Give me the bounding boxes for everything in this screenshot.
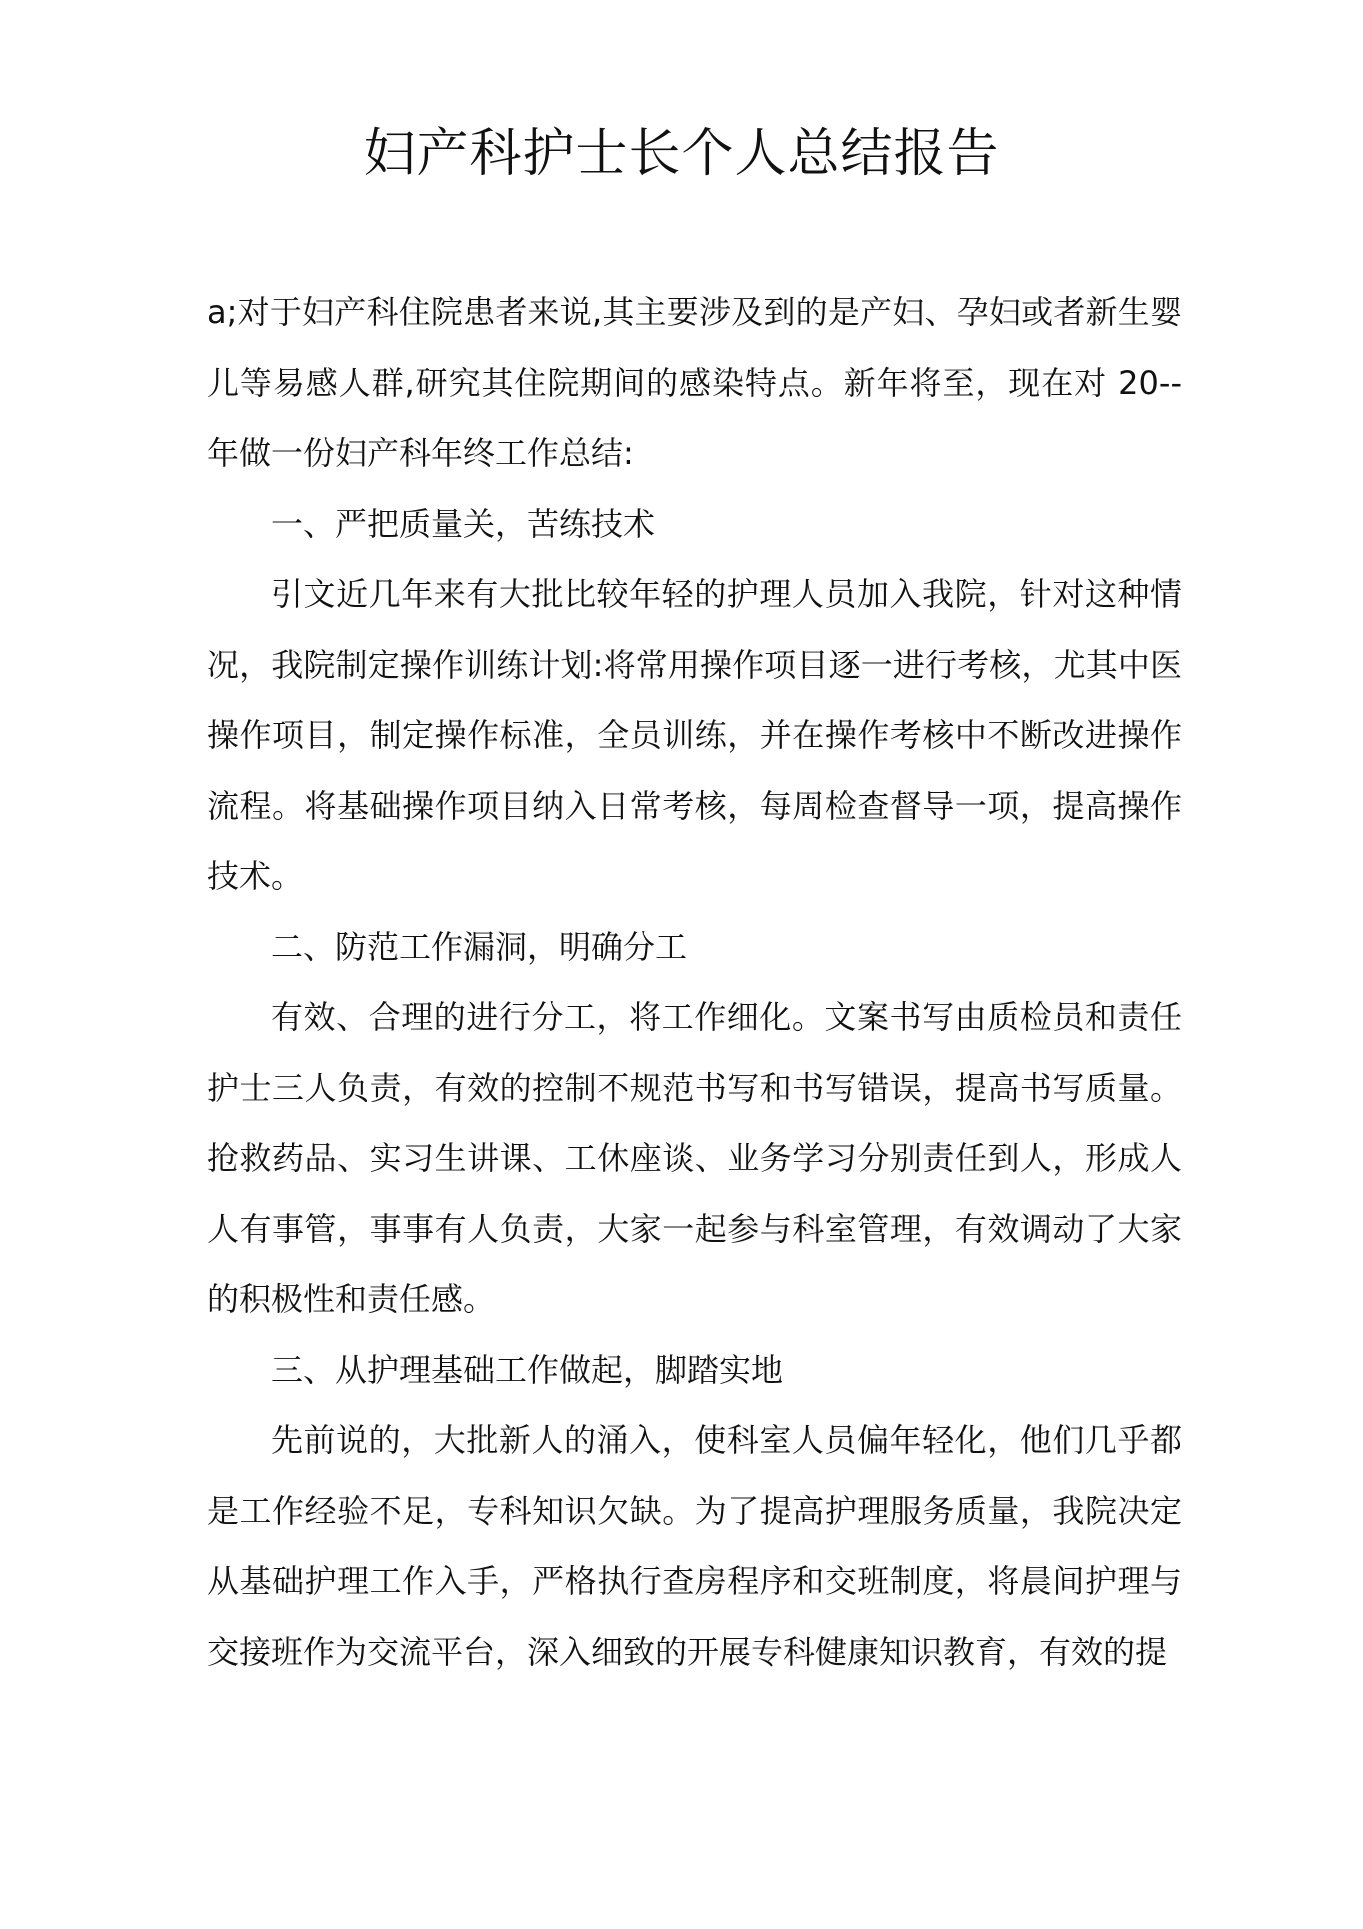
section-paragraph-2: 有效、合理的进行分工，将工作细化。文案书写由质检员和责任护士三人负责，有效的控制不规范书写和书写错误，提高书写质量。抢救药品、实习生讲课、工休座谈、业务学习分别责任到人，形成人人有事管，事事有人负责，大家一起参与科室管理，有效调动了大家的积极性和责任感。 [207, 998, 1182, 1318]
intro-paragraph: a;对于妇产科住院患者来说,其主要涉及到的是产妇、孕妇或者新生婴儿等易感人群,研究其住院期间的感染特点。新年将至，现在对 20--年做一份妇产科年终工作总结: [207, 293, 1182, 472]
section-paragraph-1: 引文近几年来有大批比较年轻的护理人员加入我院，针对这种情况，我院制定操作训练计划:将常用操作项目逐一进行考核，尤其中医操作项目，制定操作标准，全员训练，并在操作考核中不断改进操作流程。将基础操作项目纳入日常考核，每周检查督导一项，提高操作技术。 [207, 575, 1182, 895]
section-paragraph-3: 先前说的，大批新人的涌入，使科室人员偏年轻化，他们几乎都是工作经验不足，专科知识欠缺。为了提高护理服务质量，我院决定从基础护理工作入手，严格执行查房程序和交班制度，将晨间护理与交接班作为交流平台，深入细致的开展专科健康知识教育，有效的提 [207, 1421, 1182, 1671]
section-heading-1: 一、严把质量关，苦练技术 [271, 504, 656, 543]
document-title: 妇产科护士长个人总结报告 [363, 124, 1000, 184]
document-body [207, 277, 1182, 1687]
section-heading-3: 三、从护理基础工作做起，脚踏实地 [271, 1350, 784, 1389]
section-heading-2: 二、防范工作漏洞，明确分工 [271, 927, 688, 966]
